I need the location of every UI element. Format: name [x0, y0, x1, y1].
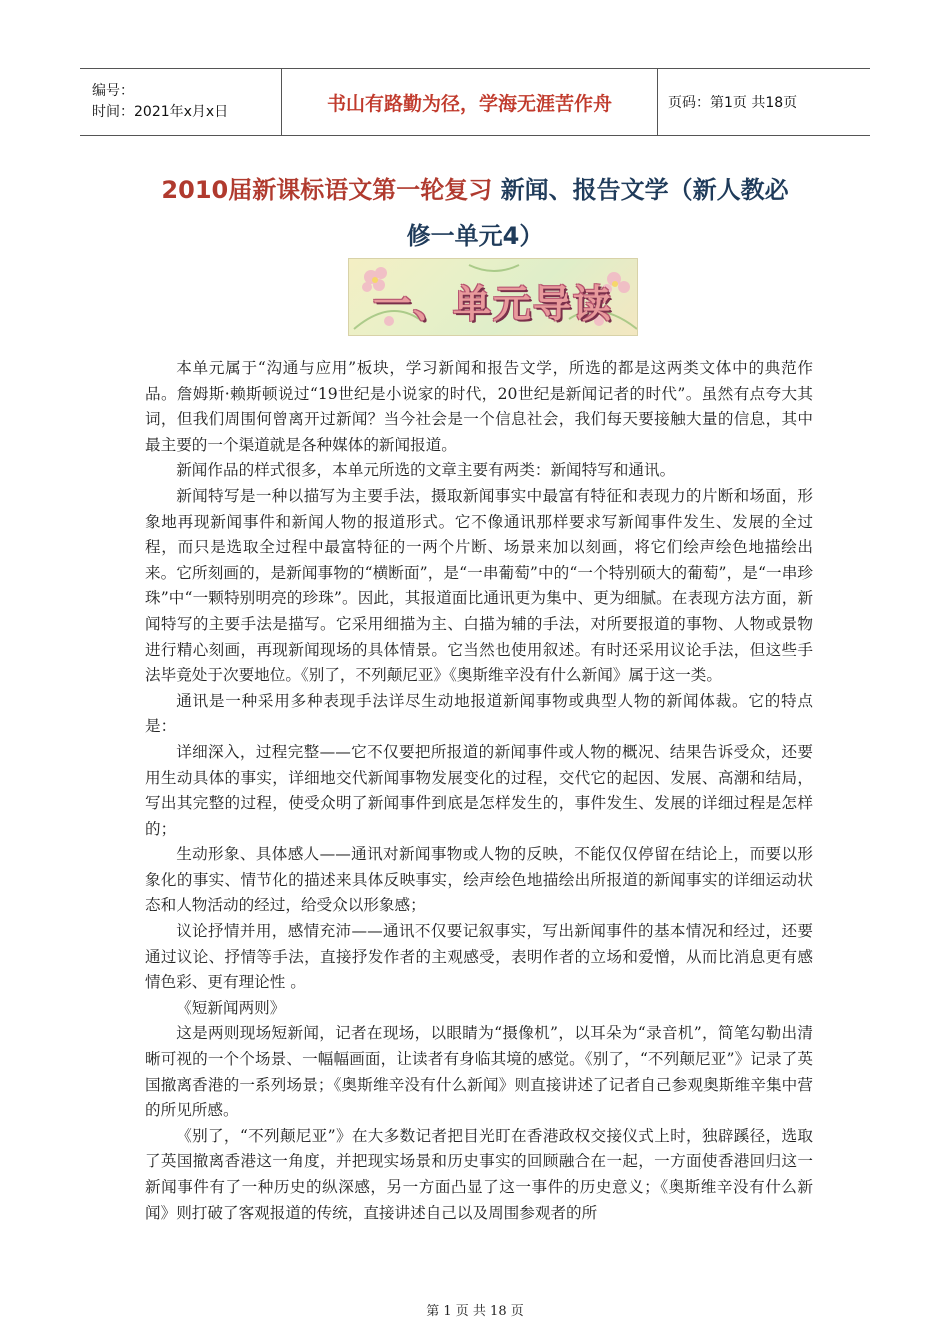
document-title-line2	[80, 216, 870, 251]
paragraph: 新闻作品的样式很多，本单元所选的文章主要有两类：新闻特写和通讯。	[176, 461, 676, 480]
paragraph: 《别了，“不列颠尼亚”》在大多数记者把目光盯在香港政权交接仪式上时，独辟蹊径，选取了英国撤离香港这一角度，并把现实场景和历史事实的回顾融合在一起，一方面使香港回归这一新闻事件有了一种历史的纵深感，另一方面凸显了这一事件的历史意义；《奥斯维辛没有什么新闻》则打破了客观报道的传统，直接讲述自己以及周围参观者的所	[145, 1126, 813, 1222]
motto-text: 书山有路勤为径，学海无涯苦作舟	[326, 92, 612, 115]
paragraph: 这是两则现场短新闻，记者在现场，以眼睛为“摄像机”，以耳朵为“录音机”，简笔勾勒出清晰可视的一个个场景、一幅幅画面，让读者有身临其境的感觉。《别了，“不列颠尼亚”》记录了英国撤离香港的一系列场景；《奥斯维辛没有什么新闻》则直接讲述了记者自己参观奥斯维辛集中营的所见所感。	[145, 1024, 813, 1120]
header-meta	[80, 69, 282, 135]
header-page-info	[658, 69, 870, 135]
title-dark-part: 新闻、报告文学（新人教必	[500, 176, 789, 204]
paragraph: 《短新闻两则》	[176, 998, 286, 1017]
paragraph: 通讯是一种采用多种表现手法详尽生动地报道新闻事物或典型人物的新闻体裁。它的特点是：	[145, 691, 813, 736]
time-label: 时间：2021年x月x日	[92, 104, 229, 120]
document-title-line1	[80, 170, 870, 205]
page-info-text: 页码：第1页 共18页	[668, 95, 798, 111]
header-motto	[282, 69, 658, 135]
title-red-part: 2010届新课标语文第一轮复习	[161, 176, 501, 204]
page-header	[80, 68, 870, 136]
paragraph: 生动形象、具体感人——通讯对新闻事物或人物的反映，不能仅仅停留在结论上，而要以形象化的事实、情节化的描述来具体反映事实，绘声绘色地描绘出所报道的新闻事实的详细运动状态和人物活动的经过，给受众以形象感；	[145, 845, 813, 915]
page-footer: 第 1 页 共 18 页	[426, 1304, 524, 1319]
title-line2-text: 修一单元4）	[406, 222, 544, 250]
article-body	[145, 356, 813, 1226]
paragraph: 详细深入，过程完整——它不仅要把所报道的新闻事件或人物的概况、结果告诉受众，还要用生动具体的事实，详细地交代新闻事物发展变化的过程，交代它的起因、发展、高潮和结局，写出其完整的过程，使受众明了新闻事件到底是怎样发生的，事件发生、发展的详细过程是怎样的；	[145, 742, 813, 838]
paragraph: 本单元属于“沟通与应用”板块，学习新闻和报告文学，所选的都是这两类文体中的典范作品。詹姆斯·赖斯顿说过“19世纪是小说家的时代，20世纪是新闻记者的时代”。虽然有点夸大其词，但我们周围何曾离开过新闻？当今社会是一个信息社会，我们每天要接触大量的信息，其中最主要的一个渠道就是各种媒体的新闻报道。	[145, 359, 813, 454]
number-label: 编号：	[92, 83, 134, 99]
section-banner	[348, 258, 638, 336]
paragraph: 议论抒情并用，感情充沛——通讯不仅要记叙事实，写出新闻事件的基本情况和经过，还要通过议论、抒情等手法，直接抒发作者的主观感受，表明作者的立场和爱憎，从而比消息更有感情色彩、更有理论性 。	[145, 922, 813, 992]
banner-heading: 一、单元导读	[372, 282, 613, 326]
paragraph: 新闻特写是一种以描写为主要手法，摄取新闻事实中最富有特征和表现力的片断和场面，形象地再现新闻事件和新闻人物的报道形式。它不像通讯那样要求写新闻事件发生、发展的全过程，而只是选取全过程中最富特征的一两个片断、场景来加以刻画，将它们绘声绘色地描绘出来。它所刻画的，是新闻事物的“横断面”，是“一串葡萄”中的“一个特别硕大的葡萄”，是“一串珍珠”中“一颗特别明亮的珍珠”。因此，其报道面比通讯更为集中、更为细腻。在表现方法方面，新闻特写的主要手法是描写。它采用细描为主、白描为辅的手法，对所要报道的事物、人物或景物进行精心刻画，再现新闻现场的具体情景。它当然也使用叙述。有时还采用议论手法，但这些手法毕竟处于次要地位。《别了，不列颠尼亚》《奥斯维辛没有什么新闻》属于这一类。	[145, 486, 813, 685]
